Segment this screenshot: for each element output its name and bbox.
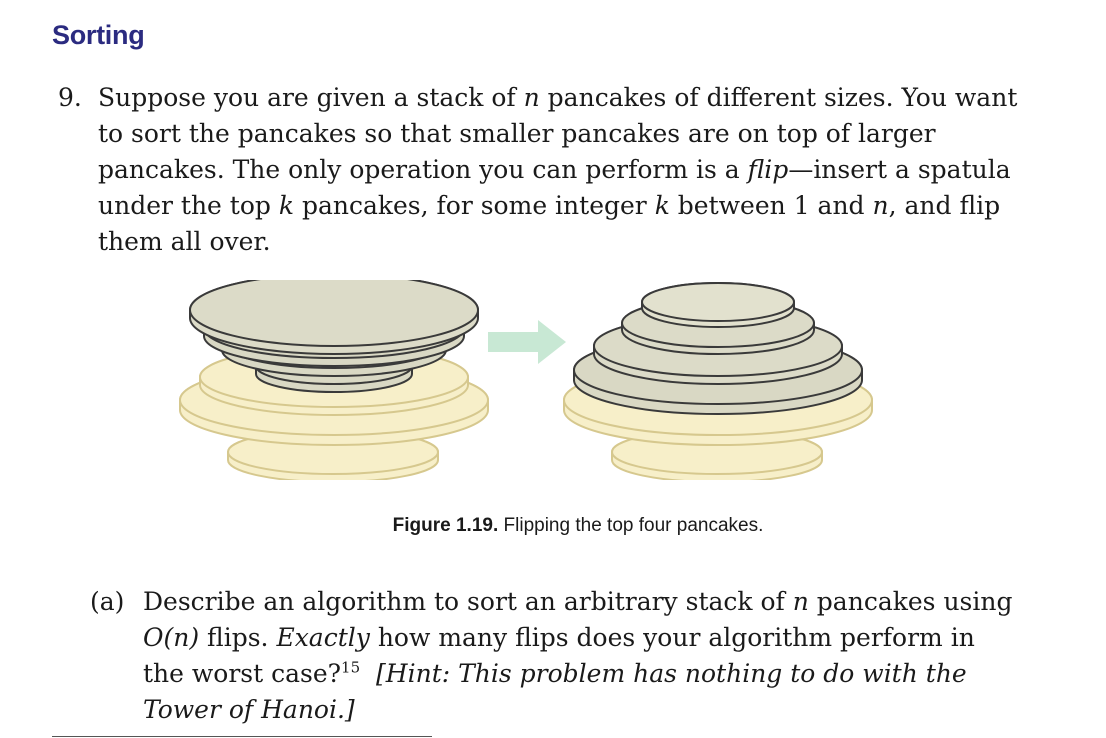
footnote-marker[interactable]: 15 (341, 658, 361, 677)
right-pancake-stack (564, 283, 872, 480)
left-dark-pancake-top (190, 280, 478, 354)
pancake-figure (170, 280, 890, 480)
section-title: Sorting (52, 20, 145, 50)
problem-number: 9. (58, 83, 82, 112)
figure-label: Figure 1.19. (392, 515, 499, 536)
footnote-divider (52, 736, 432, 737)
subpart-label: (a) (90, 587, 125, 616)
figure-caption (0, 515, 1106, 537)
hint-text: [Hint: This problem has nothing to do with the Tower of Hanoi.] (143, 659, 967, 724)
figure-caption-text: Flipping the top four pancakes. (498, 515, 764, 536)
problem-text: Suppose you are given a stack of n pancakes of different sizes. You want to sort the pancakes so that smaller pancakes are on top of larger pancakes. The only operation you can perform is a flip—insert a spatula under the top k pancakes, for some integer k between 1 and n, and flip them all over. (98, 83, 1018, 256)
subpart-text: Describe an algorithm to sort an arbitrary stack of n pancakes using O(n) flips. Exactly how many flips does your algorithm perform in the worst case?$^{15}$ [Hint: This problem has nothing to do with the Tower of Hanoi.] (143, 587, 1013, 724)
big-o-notation: O(n) (143, 623, 200, 652)
right-dark-pancake-top (642, 283, 794, 327)
left-pancake-stack (180, 280, 488, 480)
flip-term: flip (747, 155, 789, 184)
flip-arrow-icon (488, 320, 566, 364)
